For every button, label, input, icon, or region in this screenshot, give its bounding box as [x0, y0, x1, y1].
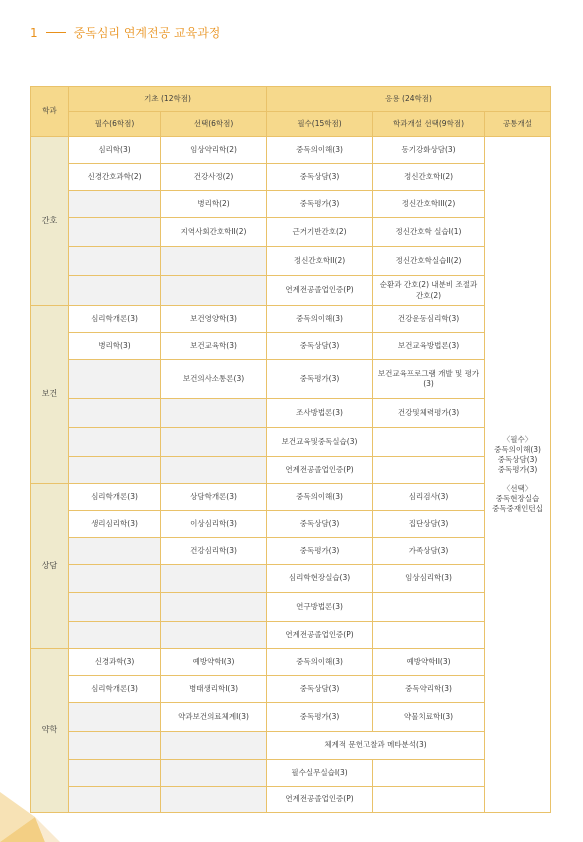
applied-required-cell: 필수실무실습I(3) — [267, 760, 373, 787]
applied-required-cell: 심리학현장실습(3) — [267, 565, 373, 593]
common-required-item: 중독평가(3) — [497, 465, 538, 475]
applied-elective-cell: 가족상담(3) — [373, 538, 485, 565]
header-applied-elective: 학과개설 선택(9학점) — [373, 112, 485, 137]
header-applied-required: 필수(15학점) — [267, 112, 373, 137]
applied-elective-cell: 정신간호학I(2) — [373, 164, 485, 191]
table-row — [31, 787, 551, 813]
basic-required-cell: 심리학개론(3) — [69, 484, 161, 511]
basic-required-cell — [69, 565, 161, 593]
common-courses-cell — [485, 137, 551, 813]
applied-required-cell: 조사방법론(3) — [267, 399, 373, 428]
applied-required-cell: 보건교육및중독실습(3) — [267, 428, 373, 457]
basic-elective-cell — [161, 565, 267, 593]
basic-elective-cell: 건강사정(2) — [161, 164, 267, 191]
table-row — [31, 649, 551, 676]
basic-required-cell: 심리학개론(3) — [69, 676, 161, 703]
applied-elective-cell: 심리검사(3) — [373, 484, 485, 511]
basic-required-cell — [69, 732, 161, 760]
applied-required-cell: 체계적 문헌고찰과 메타분석(3) — [267, 732, 485, 760]
applied-elective-cell: 동기강화상담(3) — [373, 137, 485, 164]
applied-required-cell: 중독평가(3) — [267, 538, 373, 565]
table-row — [31, 538, 551, 565]
basic-required-cell — [69, 457, 161, 484]
applied-elective-cell: 집단상담(3) — [373, 511, 485, 538]
basic-required-cell: 신경과학(3) — [69, 649, 161, 676]
table-row — [31, 676, 551, 703]
applied-elective-cell: 보건교육방법론(3) — [373, 333, 485, 360]
applied-elective-cell — [373, 622, 485, 649]
basic-required-cell — [69, 787, 161, 813]
basic-required-cell: 병리학(3) — [69, 333, 161, 360]
basic-elective-cell: 보건의사소통론(3) — [161, 360, 267, 399]
basic-elective-cell — [161, 622, 267, 649]
common-elective-label: 〈선택〉 — [502, 483, 533, 493]
applied-required-cell: 중독상담(3) — [267, 164, 373, 191]
basic-required-cell — [69, 428, 161, 457]
basic-required-cell — [69, 622, 161, 649]
table-row — [31, 565, 551, 593]
basic-elective-cell: 예방약학I(3) — [161, 649, 267, 676]
basic-required-cell — [69, 218, 161, 247]
basic-elective-cell: 이상심리학(3) — [161, 511, 267, 538]
basic-elective-cell: 임상약리학(2) — [161, 137, 267, 164]
table-row — [31, 360, 551, 399]
applied-required-cell: 중독평가(3) — [267, 191, 373, 218]
section-heading — [30, 24, 220, 41]
header-basic: 기초 (12학점) — [69, 87, 267, 112]
applied-required-cell: 중독의이해(3) — [267, 484, 373, 511]
basic-required-cell — [69, 191, 161, 218]
curriculum-body — [31, 137, 551, 813]
basic-elective-cell: 약과보건의료체계I(3) — [161, 703, 267, 732]
applied-elective-cell: 정신간호학III(2) — [373, 191, 485, 218]
applied-elective-cell — [373, 593, 485, 622]
table-row — [31, 333, 551, 360]
applied-elective-cell — [373, 787, 485, 813]
applied-required-cell: 중독평가(3) — [267, 703, 373, 732]
table-row — [31, 276, 551, 306]
applied-required-cell: 연계전공졸업인증(P) — [267, 276, 373, 306]
section-number: 1 — [30, 25, 38, 40]
header-common: 공통개설 — [485, 112, 551, 137]
table-row — [31, 484, 551, 511]
common-elective-item: 중독중재인턴십 — [492, 503, 543, 513]
dept-name: 약학 — [31, 649, 69, 813]
basic-elective-cell — [161, 593, 267, 622]
common-required-item: 중독상담(3) — [497, 455, 538, 465]
basic-elective-cell — [161, 760, 267, 787]
header-basic-required: 필수(6학점) — [69, 112, 161, 137]
applied-elective-cell: 보건교육프로그램 개발 및 평가(3) — [373, 360, 485, 399]
basic-required-cell — [69, 760, 161, 787]
basic-elective-cell — [161, 247, 267, 276]
applied-required-cell: 중독의이해(3) — [267, 649, 373, 676]
curriculum-table — [30, 86, 551, 813]
basic-required-cell — [69, 538, 161, 565]
table-row — [31, 306, 551, 333]
dept-name: 보건 — [31, 306, 69, 484]
dept-name: 상담 — [31, 484, 69, 649]
basic-elective-cell: 병태생리학I(3) — [161, 676, 267, 703]
header-dept: 학과 — [31, 87, 69, 137]
table-row — [31, 511, 551, 538]
table-row — [31, 399, 551, 428]
basic-elective-cell — [161, 787, 267, 813]
applied-required-cell: 연구방법론(3) — [267, 593, 373, 622]
table-row — [31, 622, 551, 649]
applied-elective-cell: 정신간호학 실습I(1) — [373, 218, 485, 247]
applied-elective-cell — [373, 457, 485, 484]
table-row — [31, 137, 551, 164]
table-row — [31, 428, 551, 457]
applied-elective-cell: 정신간호학실습II(2) — [373, 247, 485, 276]
dept-name: 간호 — [31, 137, 69, 306]
basic-required-cell — [69, 360, 161, 399]
basic-required-cell: 심리학(3) — [69, 137, 161, 164]
common-required-label: 〈필수〉 — [502, 435, 533, 445]
applied-required-cell: 중독의이해(3) — [267, 137, 373, 164]
applied-required-cell: 연계전공졸업인증(P) — [267, 622, 373, 649]
table-row — [31, 218, 551, 247]
basic-elective-cell — [161, 428, 267, 457]
applied-required-cell: 근거기반간호(2) — [267, 218, 373, 247]
section-title: 중독심리 연계전공 교육과정 — [73, 26, 221, 40]
basic-required-cell: 생리심리학(3) — [69, 511, 161, 538]
header-basic-elective: 선택(6학점) — [161, 112, 267, 137]
basic-elective-cell — [161, 457, 267, 484]
applied-required-cell: 중독상담(3) — [267, 511, 373, 538]
applied-elective-cell: 임상심리학(3) — [373, 565, 485, 593]
basic-required-cell — [69, 703, 161, 732]
table-row — [31, 247, 551, 276]
table-row — [31, 732, 551, 760]
basic-required-cell — [69, 399, 161, 428]
applied-elective-cell — [373, 428, 485, 457]
basic-required-cell — [69, 276, 161, 306]
basic-elective-cell: 지역사회간호학II(2) — [161, 218, 267, 247]
basic-elective-cell — [161, 276, 267, 306]
table-row — [31, 457, 551, 484]
basic-elective-cell: 보건영양학(3) — [161, 306, 267, 333]
applied-elective-cell: 약물치료학I(3) — [373, 703, 485, 732]
common-elective-item: 중독현장실습 — [495, 493, 540, 503]
applied-required-cell: 연계전공졸업인증(P) — [267, 787, 373, 813]
heading-dash — [46, 32, 66, 33]
applied-elective-cell: 순환과 간호(2) 내분비 조절과 간호(2) — [373, 276, 485, 306]
corner-decoration — [0, 752, 70, 842]
basic-elective-cell: 병리학(2) — [161, 191, 267, 218]
applied-required-cell: 연계전공졸업인증(P) — [267, 457, 373, 484]
applied-elective-cell — [373, 760, 485, 787]
table-row — [31, 593, 551, 622]
table-row — [31, 760, 551, 787]
basic-required-cell — [69, 247, 161, 276]
table-row — [31, 191, 551, 218]
basic-elective-cell: 보건교육학(3) — [161, 333, 267, 360]
applied-elective-cell: 건강및체력평가(3) — [373, 399, 485, 428]
applied-required-cell: 중독의이해(3) — [267, 306, 373, 333]
table-row — [31, 164, 551, 191]
applied-elective-cell: 중독약리학(3) — [373, 676, 485, 703]
header-applied: 응용 (24학점) — [267, 87, 551, 112]
basic-required-cell: 신경간호과학(2) — [69, 164, 161, 191]
applied-elective-cell: 예방약학II(3) — [373, 649, 485, 676]
applied-required-cell: 정신간호학II(2) — [267, 247, 373, 276]
common-required-item: 중독의이해(3) — [494, 445, 541, 455]
applied-elective-cell: 건강운동심리학(3) — [373, 306, 485, 333]
applied-required-cell: 중독상담(3) — [267, 676, 373, 703]
table-row — [31, 703, 551, 732]
basic-required-cell — [69, 593, 161, 622]
basic-elective-cell: 상담학개론(3) — [161, 484, 267, 511]
applied-required-cell: 중독평가(3) — [267, 360, 373, 399]
basic-elective-cell — [161, 399, 267, 428]
basic-elective-cell — [161, 732, 267, 760]
basic-required-cell: 심리학개론(3) — [69, 306, 161, 333]
applied-required-cell: 중독상담(3) — [267, 333, 373, 360]
basic-elective-cell: 건강심리학(3) — [161, 538, 267, 565]
